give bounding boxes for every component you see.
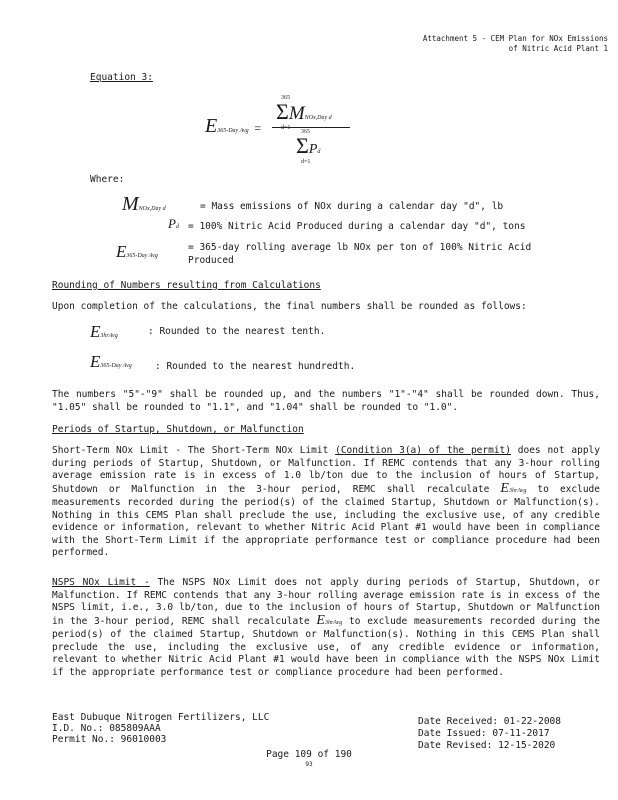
footer-permit-no: Permit No.: 96010003 (52, 734, 167, 745)
num-symbol: M (288, 103, 305, 124)
rule1-text: : Rounded to the nearest tenth. (148, 326, 326, 337)
footer-company-block (52, 712, 269, 745)
where-average-subscript: 365-Day Avg (126, 253, 158, 259)
lhs-symbol: E (205, 115, 218, 137)
page-number: Page 109 of 190 (266, 749, 352, 760)
where-item-average (116, 242, 158, 263)
header-attachment-line: Attachment 5 - CEM Plan for NOx Emissions (422, 34, 608, 43)
where-mass-symbol: M (122, 193, 139, 215)
lhs-subscript: 365-Day Avg (217, 128, 249, 134)
footer-company: East Dubuque Nitrogen Fertilizers, LLC (52, 712, 270, 723)
short-term-limit-paragraph (52, 445, 600, 560)
footer-date-received: Date Received: 01-22-2008 (418, 716, 561, 727)
rule1-symbol: E (90, 322, 101, 341)
short-term-text-b: does not apply during periods of Startup, Shutdown, or Malfunction. If REMC contends that any 3-hour rolling average emission rate is in excess of 1.0 lb/ton due to the inclusion of hours of Startup, Shutdown or Malfunction in the 3-hour period, REMC shall recalculate (52, 445, 600, 495)
short-term-text-c: to exclude measurements recorded during the period(s) of the claimed Startup, Shutdown or Malfunction(s). Nothing in this CEMS Plan shall preclude the use, including the exclusive use, of any credible evidence or information, relevant to whether Nitric Acid Plant #1 would have been in compliance with the Short-Term Limit if the appropriate performance test or compliance procedure had been performed. (52, 483, 600, 558)
page-mark: 93 (305, 761, 313, 768)
fraction-bar (272, 127, 350, 128)
equation-denominator (296, 129, 346, 165)
rule1-subscript: 3hrAvg (100, 333, 118, 339)
nsps-limit-paragraph (52, 577, 600, 679)
header-plant-line: of Nitric Acid Plant 1 (508, 44, 608, 53)
where-production-subscript: d (175, 224, 179, 230)
equation-lhs (205, 115, 262, 138)
rule2-text: : Rounded to the nearest hundredth. (155, 361, 356, 372)
equation-numerator (276, 95, 356, 131)
footer-id-no: I.D. No.: 085809AAA (52, 723, 161, 734)
rounding-intro: Upon completion of the calculations, the final numbers shall be rounded as follows: (52, 301, 527, 312)
num-subscript: NOx,Day d (304, 115, 332, 121)
num-upper-limit: 365 (281, 95, 290, 101)
permit-condition-link: (Condition 3(a) of the permit) (335, 445, 511, 456)
short-term-subscript: 3hrAvg (508, 487, 527, 494)
num-lower-limit: d=1 (281, 124, 291, 131)
rounding-numbers-paragraph: The numbers "5"-"9" shall be rounded up, and the numbers "1"-"4" shall be rounded down. Thus, "1.05" shall be rounded to "1.1", and "1.04" shall be rounded to "1.0". (52, 389, 600, 413)
rounding-rule-3hr (90, 322, 118, 343)
where-production-symbol: P (168, 216, 176, 231)
den-upper-limit: 365 (301, 129, 310, 135)
den-sigma: Σ (296, 133, 309, 158)
where-item-production (168, 218, 179, 234)
where-average-symbol: E (116, 242, 127, 261)
equation-label: Equation 3: (90, 72, 153, 83)
nsps-limit-label: NSPS NOx Limit - (52, 577, 150, 588)
where-item-mass (122, 193, 166, 216)
rounding-heading: Rounding of Numbers resulting from Calculations (52, 280, 321, 291)
equals-sign: = (254, 121, 262, 135)
where-production-text: = 100% Nitric Acid Produced during a calendar day "d", tons (188, 221, 526, 232)
where-average-text: = 365-day rolling average lb NOx per ton of 100% Nitric Acid Produced (188, 242, 532, 266)
nsps-text-a: The NSPS NOx Limit does not apply during periods of Startup, Shutdown, or Malfunction. If REMC contends that any 3-hour rolling average emission rate is in excess of the NSPS limit, i.e., 3.0 lb/ton, due to the inclusion of hours of Startup, Shutdown or Malfunction in the 3-hour period, REMC shall recalculate (52, 577, 600, 627)
footer-date-revised: Date Revised: 12-15-2020 (418, 740, 556, 751)
where-label: Where: (90, 174, 125, 185)
nsps-symbol: E (316, 612, 325, 628)
den-lower-limit: d=1 (301, 158, 311, 165)
nsps-subscript: 3hrAvg (324, 619, 343, 626)
num-sigma: Σ (276, 99, 289, 124)
rule2-subscript: 365-Day Avg (100, 363, 132, 369)
short-term-symbol: E (500, 480, 509, 496)
nsps-text-b: to exclude measurements recorded during the period(s) of the claimed Startup, Shutdown or Malfunction(s). Nothing in this CEMS Plan shall preclude the use, including the exclusive use, of any credible evidence or information, relevant to whether Nitric Acid Plant #1 would have been in compliance with the NSPS NOx Limit if the appropriate performance test or compliance procedure had been performed. (52, 615, 600, 678)
footer-date-issued: Date Issued: 07-11-2017 (418, 728, 550, 739)
where-mass-subscript: NOx,Day d (138, 206, 166, 212)
rule2-symbol: E (90, 352, 101, 371)
footer-dates-block (418, 716, 561, 752)
short-term-text-a: Short-Term NOx Limit - The Short-Term NOx Limit (52, 445, 336, 456)
where-mass-text: = Mass emissions of NOx during a calendar day "d", lb (200, 201, 504, 212)
den-symbol: P (308, 142, 318, 157)
startup-heading: Periods of Startup, Shutdown, or Malfunction (52, 424, 304, 435)
rounding-rule-365 (90, 352, 132, 373)
den-subscript: d (317, 149, 321, 155)
